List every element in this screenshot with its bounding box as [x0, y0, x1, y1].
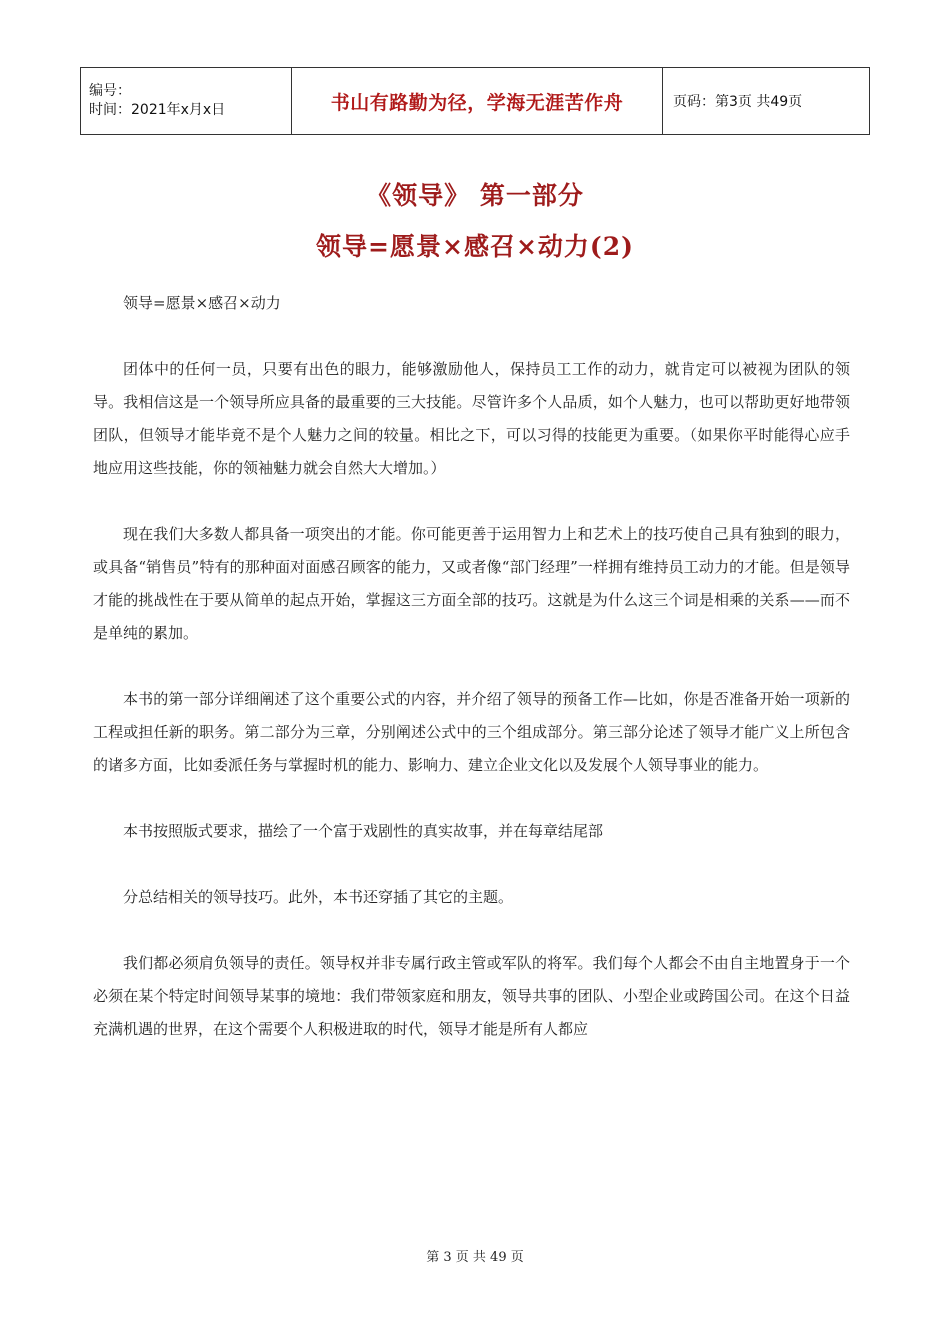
body-paragraph: 本书按照版式要求，描绘了一个富于戏剧性的真实故事，并在每章结尾部	[123, 822, 604, 840]
header-slogan: 书山有路勤为径，学海无涯苦作舟	[292, 68, 663, 135]
document-header	[80, 67, 870, 135]
body-paragraph: 本书的第一部分详细阐述了这个重要公式的内容，并介绍了领导的预备工作—比如，你是否准备开始一项新的工程或担任新的职务。第二部分为三章，分别阐述公式中的三个组成部分。第三部分论述了领导才能广义上所包含的诸多方面，比如委派任务与掌握时机的能力、影响力、建立企业文化以及发展个人领导事业的能力。	[93, 690, 850, 774]
body-paragraph: 团体中的任何一员，只要有出色的眼力，能够激励他人，保持员工工作的动力，就肯定可以被视为团队的领导。我相信这是一个领导所应具备的最重要的三大技能。尽管许多个人品质，如个人魅力，也可以帮助更好地带领团队，但领导才能毕竟不是个人魅力之间的较量。相比之下，可以习得的技能更为重要。（如果你平时能得心应手地应用这些技能，你的领袖魅力就会自然大大增加。）	[93, 360, 850, 477]
document-subtitle: 领导=愿景×感召×动力(2)	[316, 232, 634, 261]
body-paragraph: 现在我们大多数人都具备一项突出的才能。你可能更善于运用智力上和艺术上的技巧使自己具有独到的眼力，或具备“销售员”特有的那种面对面感召顾客的能力，又或者像“部门经理”一样拥有维持员工动力的才能。但是领导才能的挑战性在于要从简单的起点开始，掌握这三方面全部的技巧。这就是为什么这三个词是相乘的关系——而不是单纯的累加。	[93, 525, 850, 642]
document-body	[93, 287, 850, 1079]
body-paragraph: 领导=愿景×感召×动力	[123, 294, 281, 312]
header-meta-cell	[81, 68, 292, 135]
header-page-info: 页码：第3页 共49页	[663, 68, 870, 135]
document-number-label: 编号：	[89, 83, 131, 99]
body-paragraph: 分总结相关的领导技巧。此外，本书还穿插了其它的主题。	[123, 888, 514, 906]
document-title: 《领导》 第一部分	[366, 181, 584, 210]
body-paragraph: 我们都必须肩负领导的责任。领导权并非专属行政主管或军队的将军。我们每个人都会不由自主地置身于一个必须在某个特定时间领导某事的境地：我们带领家庭和朋友，领导共事的团队、小型企业或跨国公司。在这个日益充满机遇的世界，在这个需要个人积极进取的时代，领导才能是所有人都应	[93, 954, 850, 1038]
document-date-label: 时间：2021年x月x日	[89, 102, 226, 118]
page-footer: 第 3 页 共 49 页	[426, 1250, 524, 1265]
